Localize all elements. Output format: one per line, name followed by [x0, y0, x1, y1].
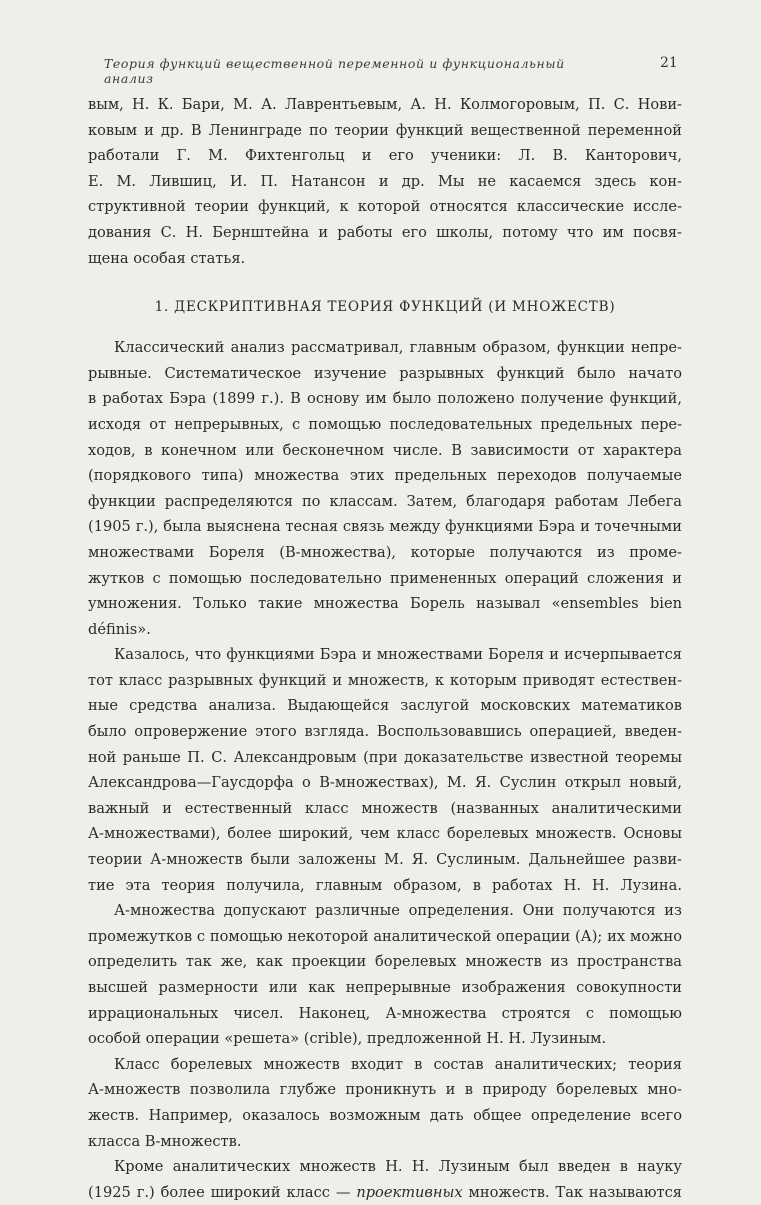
text-line: Казалось, что функциями Бэра и множествами Бореля и исчерпывается	[114, 646, 682, 664]
text-line: исходя от непрерывных, с помощью последовательных предельных пере-	[88, 415, 682, 433]
paragraph-2	[88, 642, 682, 898]
paragraph-5	[88, 1154, 682, 1205]
text-line: А-множествами), более широкий, чем класс борелевых множеств. Основы	[88, 825, 682, 843]
text-line: Кроме аналитических множеств Н. Н. Лузиным был введен в науку	[114, 1158, 682, 1176]
text-line: définis».	[88, 620, 151, 638]
paragraph-4	[88, 1052, 682, 1154]
text-line: умножения. Только такие множества Борель называл «ensembles bien	[88, 595, 682, 613]
text-line: ные средства анализа. Выдающейся заслугой московских математиков	[88, 697, 682, 715]
text-line: ной раньше П. С. Александровым (при доказательстве известной теоремы	[88, 748, 682, 766]
text-line: А-множества допускают различные определения. Они получаются из	[114, 902, 682, 920]
emphasis-term: проективных	[356, 1183, 463, 1201]
running-head: Теория функций вещественной переменной и функциональный анализ	[104, 56, 565, 86]
body-text	[88, 92, 682, 1205]
text-line: определить так же, как проекции борелевых множеств из пространства	[88, 953, 682, 971]
text-line: высшей размерности или как непрерывные изображения совокупности	[88, 979, 682, 996]
text-line: дования С. Н. Бернштейна и работы его школы, потому что им посвя-	[88, 223, 682, 241]
text-segment: (1925 г.) более широкий класс —	[88, 1183, 357, 1201]
text-line: в работах Бэра (1899 г.). В основу им было положено получение функций,	[88, 390, 682, 408]
text-line: тие эта теория получила, главным образом, в работах Н. Н. Лузина.	[88, 876, 682, 894]
text-line: множествами Бореля (В-множества), которые получаются из проме-	[88, 543, 682, 561]
text-segment: множеств. Так называются	[462, 1183, 682, 1201]
text-line: работали Г. М. Фихтенгольц и его ученики: Л. В. Канторович,	[88, 147, 682, 165]
paragraph-1	[88, 335, 682, 642]
text-line: (1905 г.), была выяснена тесная связь между функциями Бэра и точечными	[88, 518, 682, 536]
text-line: ходов, в конечном или бесконечном числе. В зависимости от характера	[88, 441, 682, 459]
section-heading: 1. ДЕСКРИПТИВНАЯ ТЕОРИЯ ФУНКЦИЙ (И МНОЖЕСТВ)	[154, 299, 616, 316]
text-line: тот класс разрывных функций и множеств, к которым приводят естествен-	[88, 671, 682, 689]
paragraph-3	[88, 898, 682, 1052]
text-line: А-множеств позволила глубже проникнуть и в природу борелевых мно-	[88, 1081, 682, 1099]
intro-paragraph	[88, 92, 682, 271]
text-line: Е. М. Лившиц, И. П. Натансон и др. Мы не касаемся здесь кон-	[88, 172, 682, 190]
text-line	[88, 1180, 682, 1205]
text-line: жутков с помощью последовательно примененных операций сложения и	[88, 569, 682, 587]
text-line: структивной теории функций, к которой относятся классические иссле-	[88, 198, 682, 216]
text-line: промежутков с помощью некоторой аналитической операции (А); их можно	[88, 927, 682, 945]
text-line: жеств. Например, оказалось возможным дать общее определение всего	[88, 1106, 682, 1124]
text-line: Александрова—Гаусдорфа о В-множествах), М. Я. Суслин открыл новый,	[88, 774, 682, 792]
text-line: было опровержение этого взгляда. Воспользовавшись операцией, введен-	[88, 723, 682, 741]
text-line: функции распределяются по классам. Затем, благодаря работам Лебега	[88, 492, 682, 510]
text-line: особой операции «решета» (crible), предложенной Н. Н. Лузиным.	[88, 1030, 607, 1048]
text-line: щена особая статья.	[88, 249, 246, 267]
text-line: важный и естественный класс множеств (названных аналитическими	[88, 799, 682, 817]
text-line: иррациональных чисел. Наконец, А-множества строятся с помощью	[88, 1004, 682, 1022]
text-line: Классический анализ рассматривал, главным образом, функции непре-	[114, 339, 682, 357]
text-line: Класс борелевых множеств входит в состав аналитических; теория	[114, 1055, 682, 1073]
text-line: теории А-множеств были заложены М. Я. Суслиным. Дальнейшее разви-	[88, 851, 682, 869]
text-line: ковым и др. В Ленинграде по теории функций вещественной переменной	[88, 121, 682, 139]
text-line: рывные. Систематическое изучение разрывных функций было начато	[88, 364, 682, 382]
page-number: 21	[660, 55, 678, 71]
text-line: (порядкового типа) множества этих предельных переходов получаемые	[88, 467, 682, 485]
text-line: класса В-множеств.	[88, 1132, 242, 1150]
text-line: вым, Н. К. Бари, М. А. Лаврентьевым, А. Н. Колмогоровым, П. С. Нови-	[88, 96, 682, 113]
